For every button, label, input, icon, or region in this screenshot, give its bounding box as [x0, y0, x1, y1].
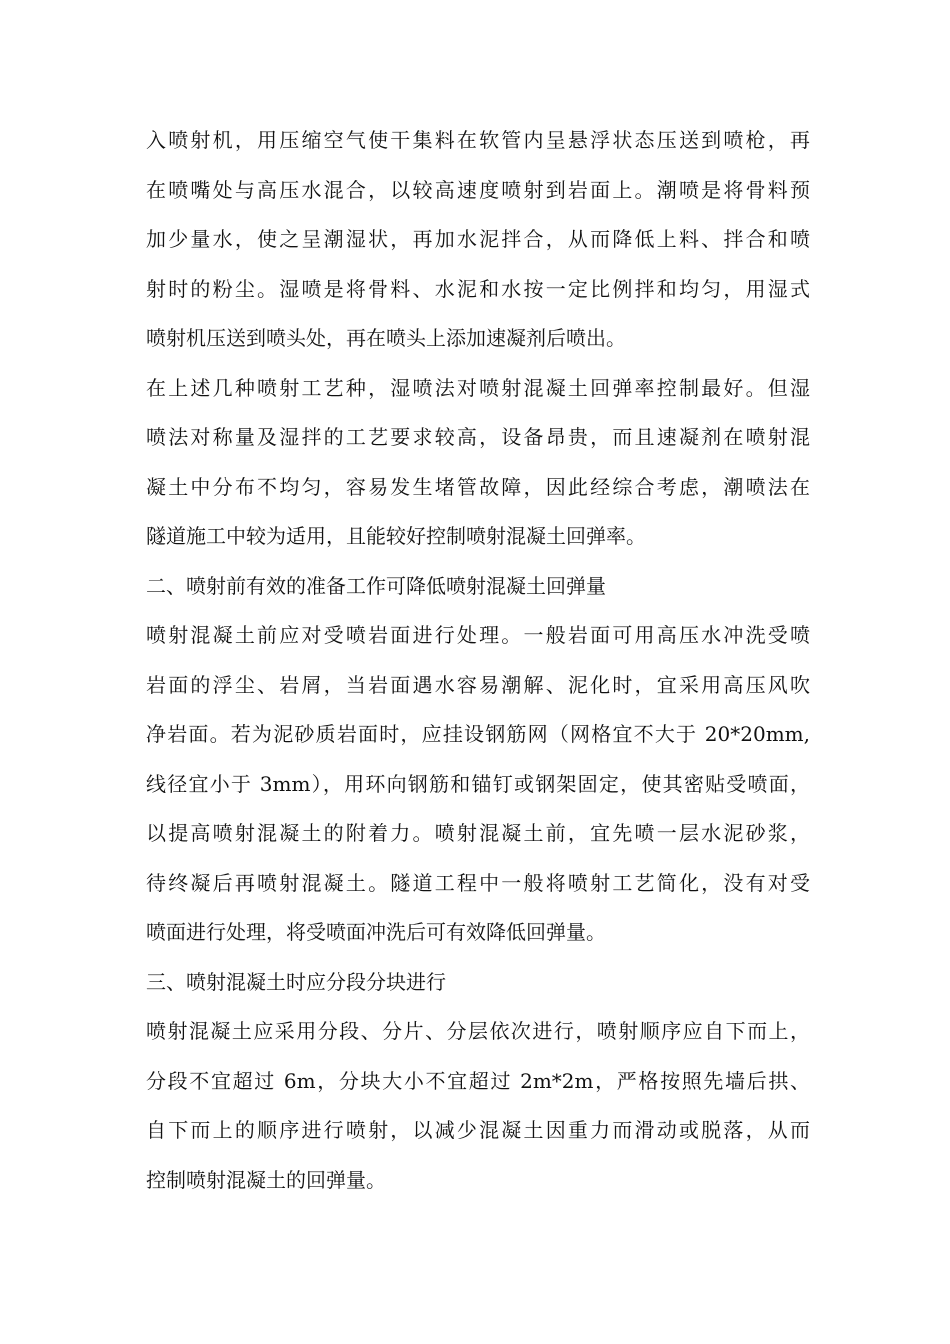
document-body	[146, 116, 810, 1205]
text-line: 在上述几种喷射工艺种，湿喷法对喷射混凝土回弹率控制最好。但湿	[146, 375, 810, 400]
text-line: 凝土中分布不均匀，容易发生堵管故障，因此经综合考虑，潮喷法在	[146, 474, 810, 499]
text-line: 隧道施工中较为适用，且能较好控制喷射混凝土回弹率。	[146, 524, 646, 548]
text-line: 加少量水，使之呈潮湿状，再加水泥拌合，从而降低上料、拌合和喷	[146, 227, 810, 251]
paragraph-process-comparison	[146, 364, 810, 562]
paragraph-spraying-methods	[146, 116, 810, 364]
text-line: 控制喷射混凝土的回弹量。	[146, 1167, 386, 1192]
text-line: 喷法对称量及湿拌的工艺要求较高，设备昂贵，而且速凝剂在喷射混	[146, 425, 810, 449]
text-line: 喷面进行处理，将受喷面冲洗后可有效降低回弹量。	[146, 920, 606, 944]
text-line: 喷射混凝土前应对受喷岩面进行处理。一般岩面可用高压水冲洗受喷	[146, 623, 810, 647]
heading-line: 二、喷射前有效的准备工作可降低喷射混凝土回弹量	[146, 573, 606, 598]
text-line: 分段不宜超过 6m，分块大小不宜超过 2m*2m，严格按照先墙后拱、	[146, 1068, 810, 1093]
section-heading-preparation	[146, 562, 810, 612]
text-line: 入喷射机，用压缩空气使干集料在软管内呈悬浮状态压送到喷枪，再	[146, 128, 810, 152]
section-heading-segmented-spraying	[146, 958, 810, 1008]
heading-line: 三、喷射混凝土时应分段分块进行	[146, 969, 446, 994]
text-line: 喷射混凝土应采用分段、分片、分层依次进行，喷射顺序应自下而上，	[146, 1019, 810, 1043]
text-line: 自下而上的顺序进行喷射，以减少混凝土因重力而滑动或脱落，从而	[146, 1118, 810, 1142]
text-line: 以提高喷射混凝土的附着力。喷射混凝土前，宜先喷一层水泥砂浆，	[146, 821, 810, 845]
text-line: 射时的粉尘。湿喷是将骨料、水泥和水按一定比例拌和均匀，用湿式	[146, 276, 810, 301]
text-line: 线径宜小于 3mm），用环向钢筋和锚钉或钢架固定，使其密贴受喷面，	[146, 771, 810, 796]
paragraph-spraying-sequence	[146, 1007, 810, 1205]
text-line: 在喷嘴处与高压水混合，以较高速度喷射到岩面上。潮喷是将骨料预	[146, 177, 810, 202]
text-line: 岩面的浮尘、岩屑，当岩面遇水容易潮解、泥化时，宜采用高压风吹	[146, 672, 810, 697]
paragraph-surface-treatment	[146, 611, 810, 958]
text-line: 喷射机压送到喷头处，再在喷头上添加速凝剂后喷出。	[146, 326, 626, 350]
text-line: 净岩面。若为泥砂质岩面时，应挂设钢筋网（网格宜不大于 20*20mm,	[146, 722, 810, 746]
text-line: 待终凝后再喷射混凝土。隧道工程中一般将喷射工艺简化，没有对受	[146, 870, 810, 895]
